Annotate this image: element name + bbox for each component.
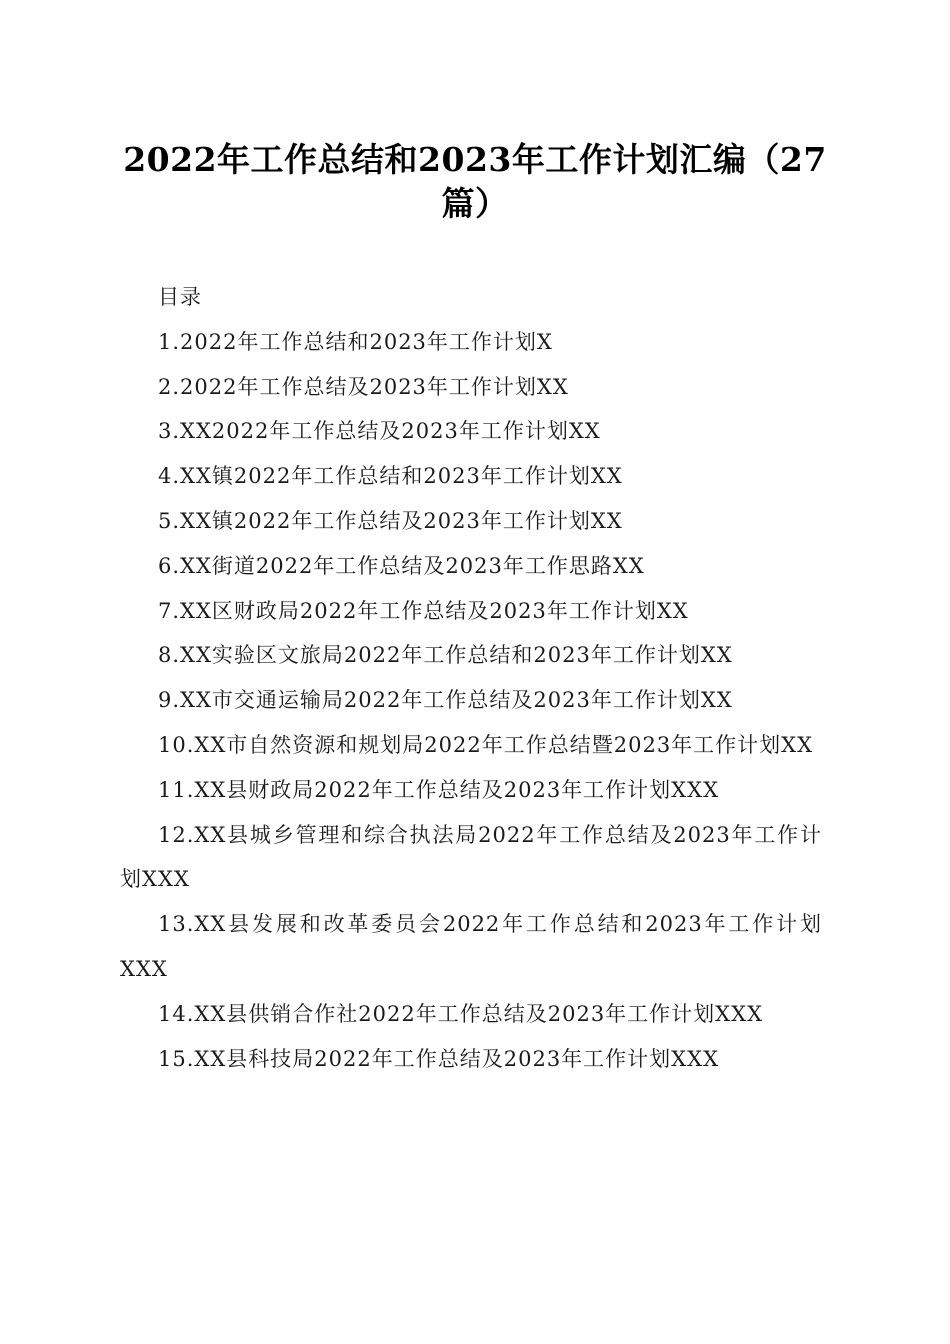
- toc-item: 5.XX镇2022年工作总结及2023年工作计划XX: [158, 508, 623, 533]
- toc-item: 15.XX县科技局2022年工作总结及2023年工作计划XXX: [158, 1046, 720, 1071]
- toc-item: 2.2022年工作总结及2023年工作计划XX: [158, 374, 569, 399]
- toc-item: 10.XX市自然资源和规划局2022年工作总结暨2023年工作计划XX: [158, 732, 814, 757]
- toc-item: 6.XX街道2022年工作总结及2023年工作思路XX: [158, 553, 645, 578]
- toc-heading: 目录: [158, 285, 202, 309]
- document-title: 2022年工作总结和2023年工作计划汇编（27篇）: [123, 140, 827, 223]
- toc-item: 11.XX县财政局2022年工作总结及2023年工作计划XXX: [158, 777, 720, 802]
- toc-item: 3.XX2022年工作总结及2023年工作计划XX: [158, 419, 601, 444]
- table-of-contents: [120, 275, 822, 1081]
- toc-item: 13.XX县发展和改革委员会2022年工作总结和2023年工作计划XXX: [120, 912, 822, 981]
- toc-item: 9.XX市交通运输局2022年工作总结及2023年工作计划XX: [158, 688, 733, 713]
- toc-item: 4.XX镇2022年工作总结和2023年工作计划XX: [158, 464, 623, 489]
- toc-item: 1.2022年工作总结和2023年工作计划X: [158, 329, 553, 354]
- toc-item: 14.XX县供销合作社2022年工作总结及2023年工作计划XXX: [158, 1001, 764, 1026]
- toc-item: 7.XX区财政局2022年工作总结及2023年工作计划XX: [158, 598, 689, 623]
- toc-item: 8.XX实验区文旅局2022年工作总结和2023年工作计划XX: [158, 643, 733, 668]
- toc-item: 12.XX县城乡管理和综合执法局2022年工作总结及2023年工作计划XXX: [120, 822, 822, 892]
